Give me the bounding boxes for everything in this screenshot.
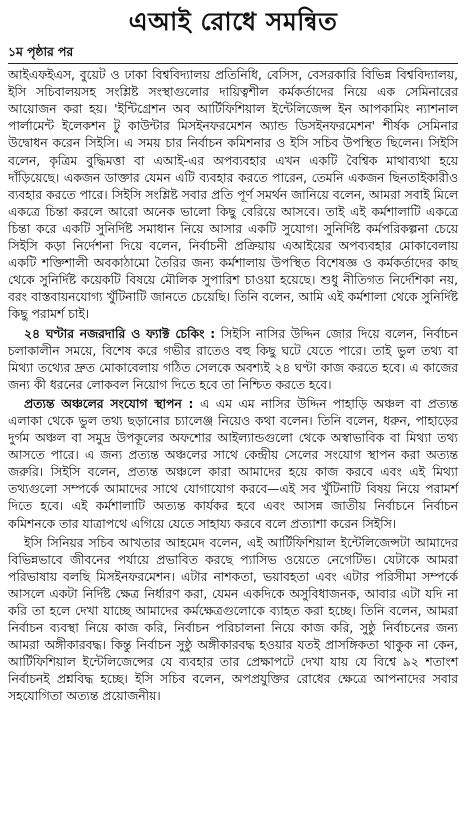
article-body (8, 44, 458, 706)
continuation-label-line (8, 44, 458, 61)
paragraph-3 (8, 396, 458, 533)
subheading-remote-connectivity: প্রত্যন্ত অঞ্চলের সংযোগ স্থাপন : (24, 396, 194, 411)
paragraph-3-text: এ এম এম নাসির উদ্দিন পাহাড়ি অঞ্চল বা প্রত্যন্ত এলাকা থেকে ভুল তথ্য ছড়ানোর চ্যালেঞ্জ নিয়েও কথা বলেন। তিনি বলেন, ধরুন, পাহাড়ের দুর্গম অঞ্চল বা সমুদ্র উপকূলের অফশোর আইল্যান্ডগুলো থেকে অস্বাভাবিক বা মিথ্যা তথ্য আসতে পারে। এ জন্য প্রত্যন্ত অঞ্চলের সাথে কেন্দ্রীয় সেলের সংযোগ স্থাপন করা অত্যন্ত জরুরি। সিইসি বলেন, প্রত্যন্ত অঞ্চলে কারা আমাদের হয়ে কাজ করবে এবং এই মিথ্যা তথ্যগুলো সম্পর্কে আমাদের সাথে যোগাযোগ করবে—এই সব খুঁটিনাটি বিষয় নিয়ে পরামর্শ দিতে হবে। এই কর্মশালাটি অত্যন্ত কার্যকর হবে এবং আসন্ন জাতীয় নির্বাচনে নির্বাচন কমিশনকে তার যাত্রাপথে এগিয়ে যেতে সাহায্য করবে বলে প্রত্যাশা করেন সিইসি। (8, 396, 458, 531)
divider (8, 63, 458, 64)
paragraph-1: আইএফইএস, বুয়েট ও ঢাকা বিশ্ববিদ্যালয় প্রতিনিধি, বেসিস, বেসরকারি বিভিন্ন বিশ্ববিদ্যালয়, ইসি সচিবালয়সহ সংশ্লিষ্ট সংস্থাগুলোর দায়িত্বশীল কর্মকর্তাদের নিয়ে এক সেমিনারের আয়োজন করা হয়। 'ইন্টিগ্রেশন অব আর্টিফিশিয়াল ইন্টেলিজেন্স ইন আপকামিং ন্যাশনাল পার্লামেন্ট ইলেকশন টু কাউন্টার মিসইনফরমেশন অ্যান্ড ডিসইনফরমেশন' শীর্ষক সেমিনার উদ্বোধন করেন সিইসি। এ সময় চার নির্বাচন কমিশনার ও ইসি সচিব উপস্থিত ছিলেন। সিইসি বলেন, কৃত্রিম বুদ্ধিমত্তা বা এআই-এর অপব্যবহার এখন একটি বৈশ্বিক মাথাব্যথা হয়ে দাঁড়িয়েছে। একজন ডাক্তার যেমন এটি ব্যবহার করতে পারেন, তেমনি একজন ছিনতাইকারীও ব্যবহার করতে পারে। সিইসি সংশ্লিষ্ট সবার প্রতি পূর্ণ সমর্থন জানিয়ে বলেন, আমরা সবাই মিলে একত্রে চিন্তা করলে আরো অনেক ভালো কিছু বেরিয়ে আসবে। তাই এই কর্মশালাটি একত্রে চিন্তা করে একটি সুনির্দিষ্ট সমাধান নিয়ে আসার একটি সুযোগ। সুনির্দিষ্ট কর্মপরিকল্পনা চেয়ে সিইসি কড়া নির্দেশনা দিয়ে বলেন, নির্বাচনী প্রক্রিয়ায় এআইয়ের অপব্যবহার মোকাবেলায় একটি শক্তিশালী অবকাঠামো তৈরির জন্য কর্মশালায় উপস্থিত বিশেষজ্ঞ ও কর্মকর্তাদের কাছ থেকে সুনির্দিষ্ট কয়েকটি বিষয়ে মৌলিক সুপারিশ চাওয়া হয়েছে। শুধু নীতিগত নির্দেশিকা নয়, বরং বাস্তবায়নযোগ্য খুঁটিনাটি জানতে চেয়েছি। তিনি বলেন, আমি এই কর্মশালা থেকে সুনির্দিষ্ট কিছু পরামর্শ চাই। (8, 68, 458, 322)
paragraph-4: ইসি সিনিয়র সচিব আখতার আহমেদ বলেন, এই আর্টিফিশিয়াল ইন্টেলিজেন্সটা আমাদের বিভিন্নভাবে জীবনের পর্যায়ে প্রভাবিত করছে প্যাসিভ ওয়েতে নেগেটিভ। যেটাকে আমরা পরিভাষায় বলছি মিসইনফরমেশন। এটার নাশকতা, ভয়াবহতা এবং এটার পরিসীমা সম্পর্কে আসলে একটা নির্দিষ্ট ক্ষেত্র নির্ধারণ করা, যেমন একদিকে অসুবিধাজনক, আবার এটা যদি না করি তা হলে দেখা যাচ্ছে আমাদের কর্মক্ষেত্রগুলোকে ব্যাহত করা হচ্ছে। তিনি বলেন, আমরা নির্বাচন ব্যবস্থা নিয়ে কাজ করি, নির্বাচন পরিচালনা নিয়ে কাজ করি, সুষ্ঠু নির্বাচনের জন্য আমরা অঙ্গীকারবদ্ধ। কিন্তু নির্বাচন সুষ্ঠু অঙ্গীকারবদ্ধ হওয়ার যতই প্রাসঙ্গিকতা থাকুক না কেন, আর্টিফিশিয়াল ইন্টেলিজেন্সের যে ব্যবহার তার প্রেক্ষাপটে দেখা যায় যে বিশ্বে ৯২ শতাংশ নির্বাচনই প্রশ্নবিদ্ধ হচ্ছে। ইসি সচিব বলেন, অপপ্রযুক্তির রোধের ক্ষেত্রে আপনাদের সবার সহযোগিতা অত্যন্ত প্রয়োজনীয়। (8, 535, 458, 704)
article-headline: এআই রোধে সমন্বিত (128, 7, 338, 36)
continuation-label: ১ম পৃষ্ঠার পর (8, 45, 74, 59)
paragraph-2-text: সিইসি নাসির উদ্দিন জোর দিয়ে বলেন, নির্বাচন চলাকালীন সময়ে, বিশেষ করে গভীর রাতেও বহু কিছু ঘটে যেতে পারে। তাই ভুল তথ্য বা মিথ্যা তথ্যের দ্রুত মোকাবেলায় গঠিত সেলকে অবশ্যই ২৪ ঘণ্টা কাজ করতে হবে। এ কাজের জন্য কী ধরনের লোকবল নিয়োগ দিতে হবে তা নিশ্চিত করতে হবে। (8, 326, 459, 392)
subheading-24h-monitoring: ২৪ ঘণ্টার নজরদারি ও ফ্যাক্ট চেকিং : (24, 326, 216, 341)
paragraph-2 (8, 326, 458, 394)
